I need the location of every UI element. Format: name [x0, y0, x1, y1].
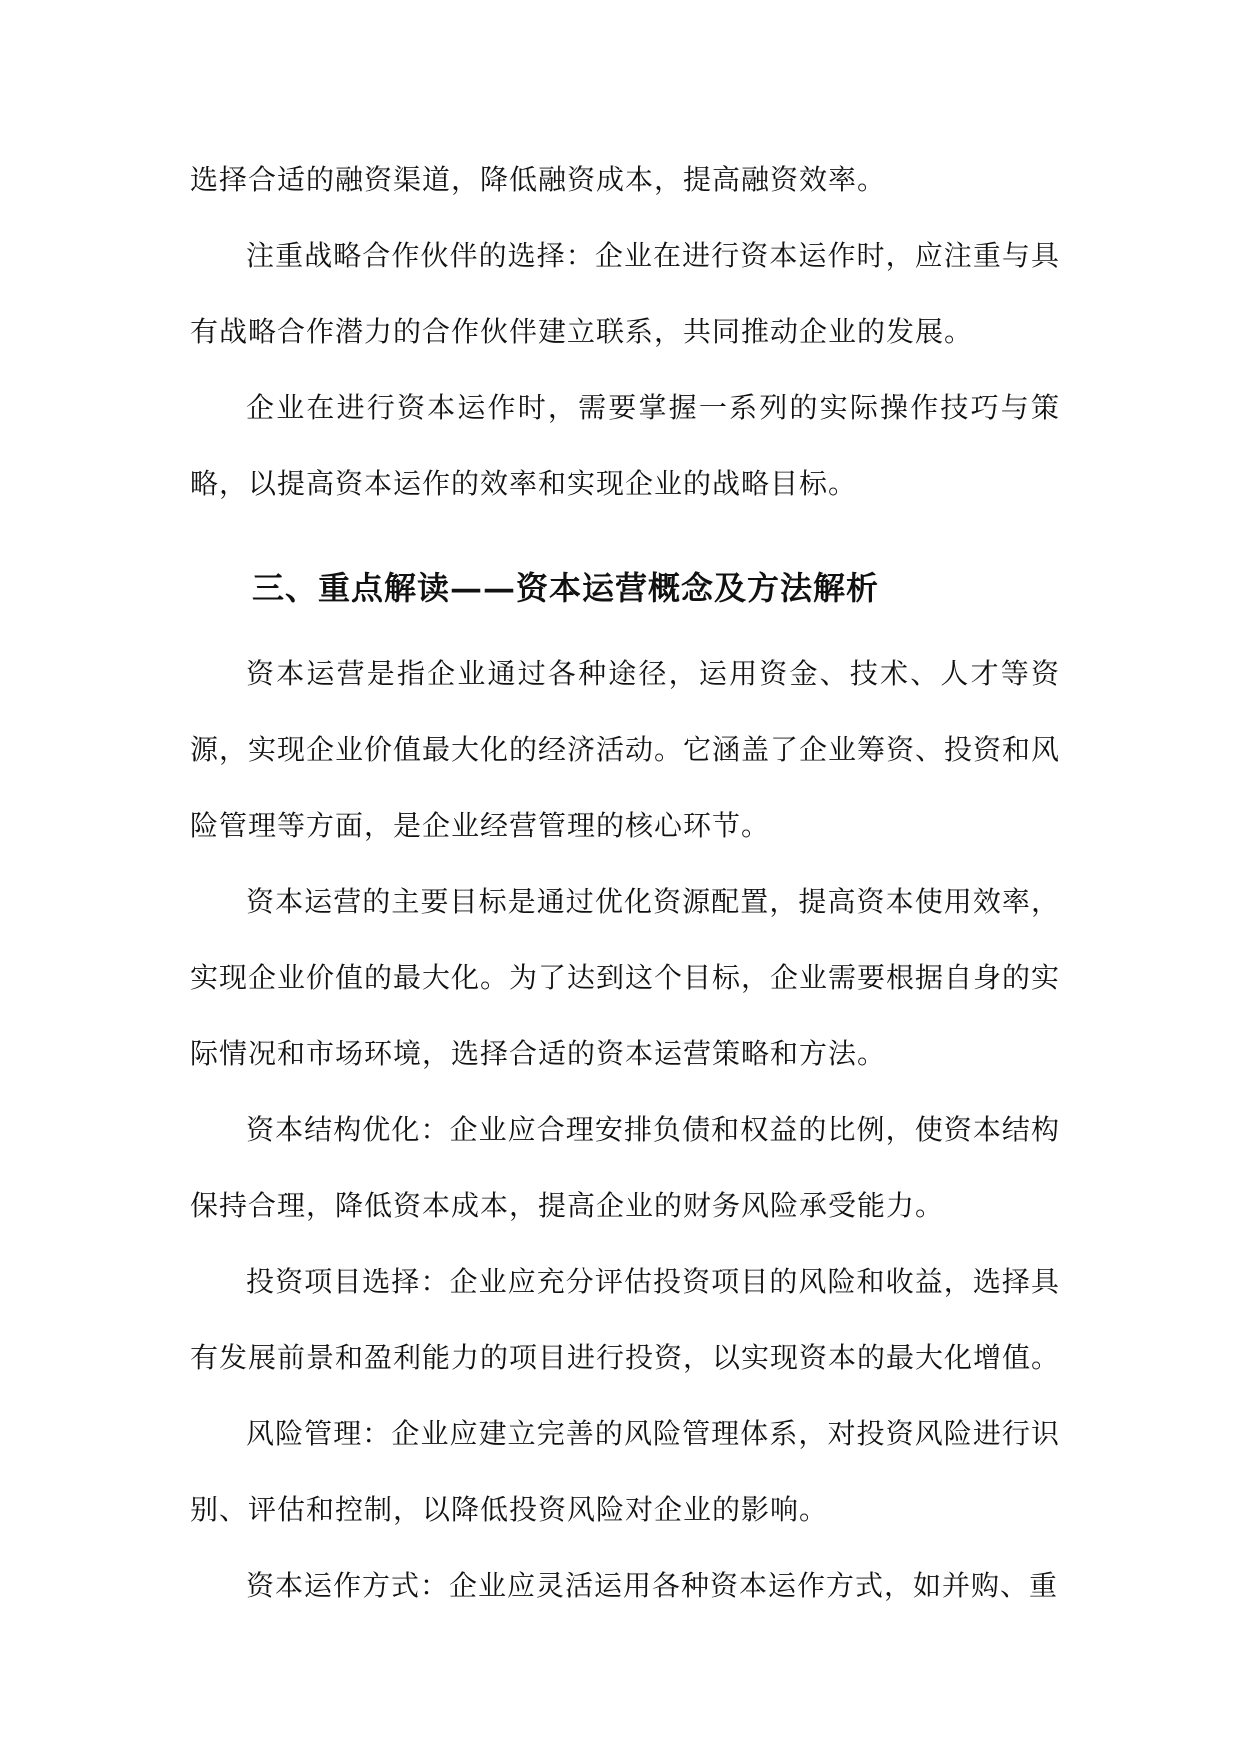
paragraph-investment-selection: 投资项目选择：企业应充分评估投资项目的风险和收益，选择具有发展前景和盈利能力的项目进行投资，以实现资本的最大化增值。: [190, 1265, 1061, 1374]
paragraph-operation-skills: 企业在进行资本运作时，需要掌握一系列的实际操作技巧与策略，以提高资本运作的效率和实现企业的战略目标。: [190, 391, 1060, 500]
paragraph-strategic-partner: 注重战略合作伙伴的选择：企业在进行资本运作时，应注重与具有战略合作潜力的合作伙伴建立联系，共同推动企业的发展。: [190, 239, 1060, 348]
paragraph-capital-operation-goal: 资本运营的主要目标是通过优化资源配置，提高资本使用效率，实现企业价值的最大化。为了达到这个目标，企业需要根据自身的实际情况和市场环境，选择合适的资本运营策略和方法。: [190, 885, 1061, 1070]
paragraph-capital-structure: 资本结构优化：企业应合理安排负债和权益的比例，使资本结构保持合理，降低资本成本，提高企业的财务风险承受能力。: [190, 1113, 1060, 1222]
paragraph-financing-channel: 选择合适的融资渠道，降低融资成本，提高融资效率。: [190, 163, 887, 196]
document-page: [190, 142, 1060, 1624]
section-heading: 三、重点解读——资本运营概念及方法解析: [252, 569, 880, 607]
paragraph-capital-operation-definition: 资本运营是指企业通过各种途径，运用资金、技术、人才等资源，实现企业价值最大化的经济活动。它涵盖了企业筹资、投资和风险管理等方面，是企业经营管理的核心环节。: [190, 657, 1061, 842]
paragraph-capital-methods: 资本运作方式：企业应灵活运用各种资本运作方式，如并购、重: [246, 1569, 1059, 1602]
paragraph-risk-management: 风险管理：企业应建立完善的风险管理体系，对投资风险进行识别、评估和控制，以降低投资风险对企业的影响。: [190, 1417, 1060, 1526]
